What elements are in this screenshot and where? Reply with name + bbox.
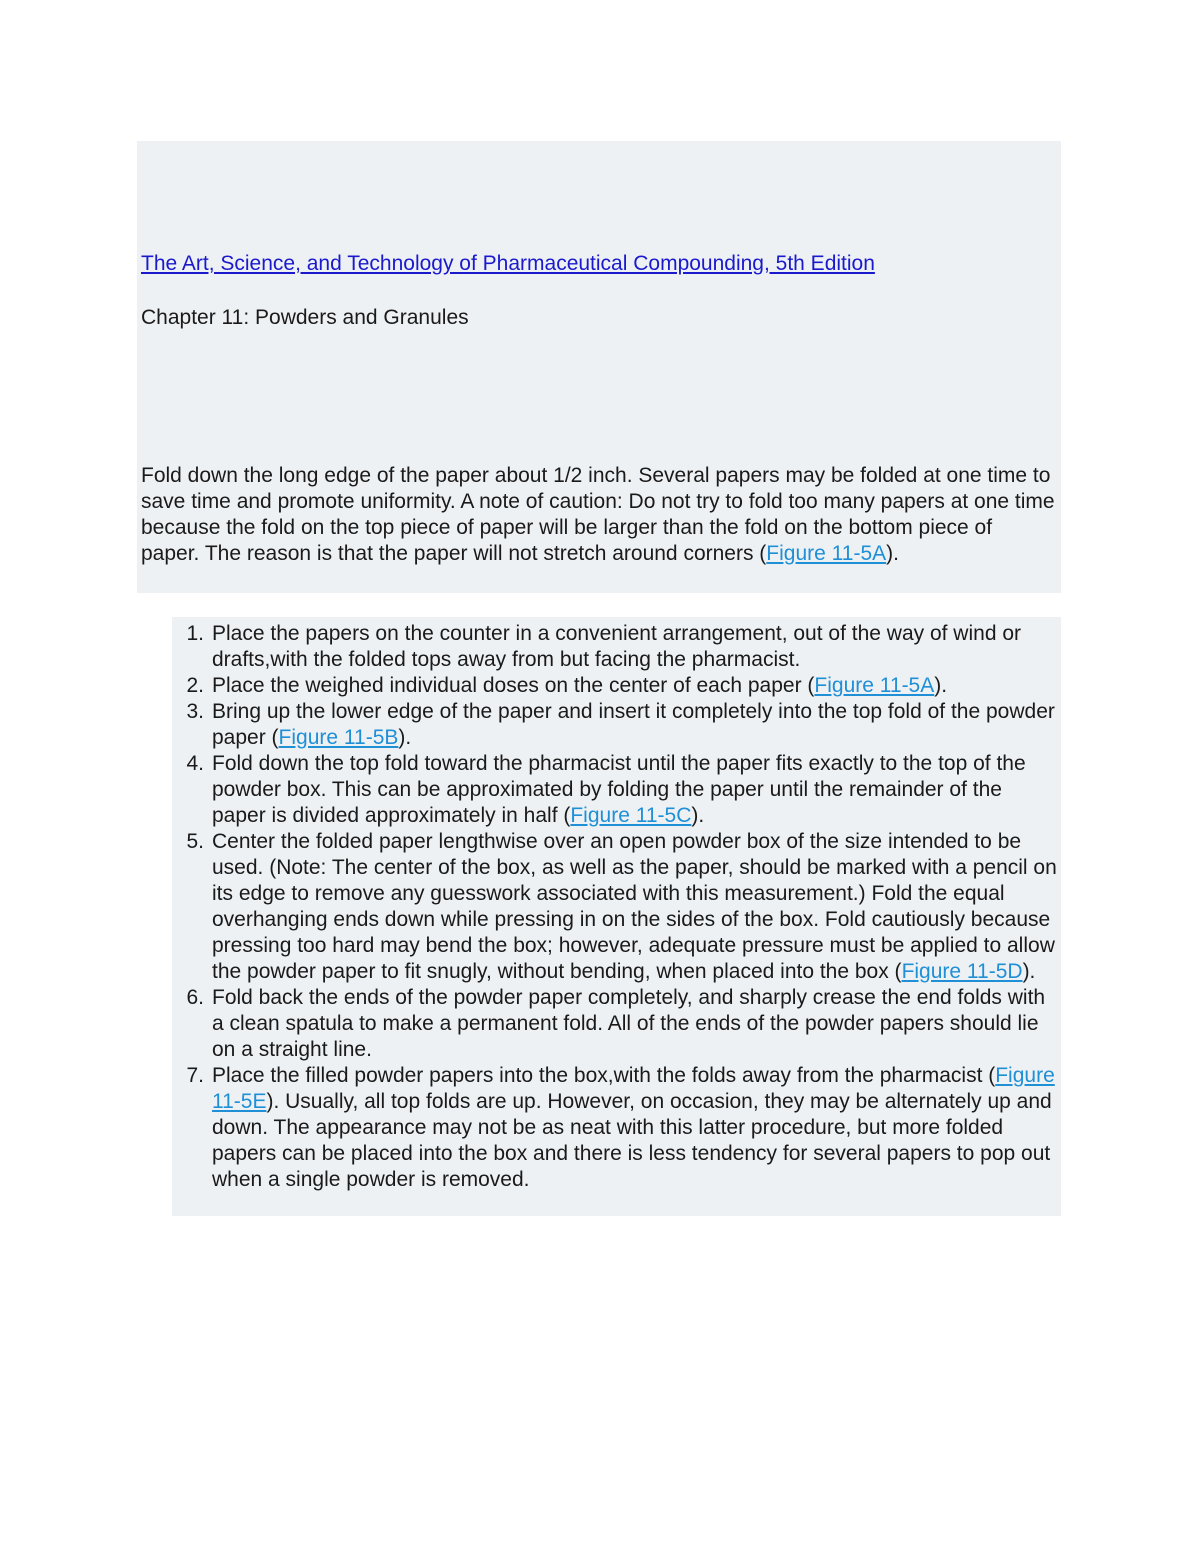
step-text-after: ). Usually, all top folds are up. However, on occasion, they may be alternately up and down. The appearance may not be as neat with this latter procedure, but more folded papers can be placed into the box and there is less tendency for several papers to pop out when a single powder is removed. xyxy=(212,1090,1052,1191)
figure-link[interactable]: Figure 11-5B xyxy=(278,726,399,749)
step-text: Place the weighed individual doses on the center of each paper ( xyxy=(212,674,815,697)
step-text-after: ). xyxy=(398,726,412,749)
list-item xyxy=(172,751,1058,829)
figure-link[interactable]: Figure 11-5D xyxy=(901,960,1023,983)
step-number: 4. xyxy=(186,752,204,775)
step-number: 5. xyxy=(186,830,204,853)
step-text: Place the papers on the counter in a convenient arrangement, out of the way of wind or drafts,with the folded tops away from but facing the pharmacist. xyxy=(212,622,1022,671)
figure-link[interactable]: Figure 11-5E xyxy=(212,1064,1055,1113)
intro-text-after: ). xyxy=(886,542,899,565)
step-number: 6. xyxy=(186,986,204,1009)
book-title-link[interactable]: The Art, Science, and Technology of Pharmaceutical Compounding, 5th Edition xyxy=(141,252,875,275)
step-number: 1. xyxy=(186,622,204,645)
step-text: Place the filled powder papers into the box,with the folds away from the pharmacist ( xyxy=(212,1064,996,1087)
chapter-heading: Chapter 11: Powders and Granules xyxy=(141,306,469,329)
intro-text: Fold down the long edge of the paper about 1/2 inch. Several papers may be folded at one time to save time and promote uniformity. A note of caution: Do not try to fold too many papers at one time because the fold on the top piece of paper will be larger than the fold on the bottom piece of paper. The reason is that the paper will not stretch around corners ( xyxy=(141,464,1055,565)
step-text-after: ). xyxy=(691,804,705,827)
intro-paragraph xyxy=(141,463,1056,567)
steps-list xyxy=(172,621,1058,1193)
list-item xyxy=(172,699,1058,751)
step-text-after: ). xyxy=(934,674,948,697)
step-text: Bring up the lower edge of the paper and insert it completely into the top fold of the powder paper ( xyxy=(212,700,1055,749)
step-text: Fold down the top fold toward the pharmacist until the paper fits exactly to the top of the powder box. This can be approximated by folding the paper until the remainder of the paper is divided approximately in half ( xyxy=(212,752,1026,827)
step-text: Fold back the ends of the powder paper completely, and sharply crease the end folds with a clean spatula to make a permanent fold. All of the ends of the powder papers should lie on a straight line. xyxy=(212,986,1046,1061)
figure-link[interactable]: Figure 11-5A xyxy=(814,674,935,697)
list-item xyxy=(172,829,1058,985)
list-item xyxy=(172,985,1058,1063)
list-item xyxy=(172,621,1058,673)
list-item xyxy=(172,673,1058,699)
step-number: 3. xyxy=(186,700,204,723)
figure-link-intro[interactable]: Figure 11-5A xyxy=(766,542,887,565)
step-text: Center the folded paper lengthwise over an open powder box of the size intended to be used. (Note: The center of the box, as well as the paper, should be marked with a pencil on its edge to remove any guesswork associated with this measurement.) Fold the equal overhanging ends down while pressing in on the sides of the box. Fold cautiously because pressing too hard may bend the box; however, adequate pressure must be applied to allow the powder paper to fit snugly, without bending, when placed into the box ( xyxy=(212,830,1057,983)
step-text-after: ). xyxy=(1022,960,1036,983)
figure-link[interactable]: Figure 11-5C xyxy=(570,804,692,827)
step-number: 7. xyxy=(186,1064,204,1087)
step-number: 2. xyxy=(186,674,204,697)
list-item xyxy=(172,1063,1058,1193)
